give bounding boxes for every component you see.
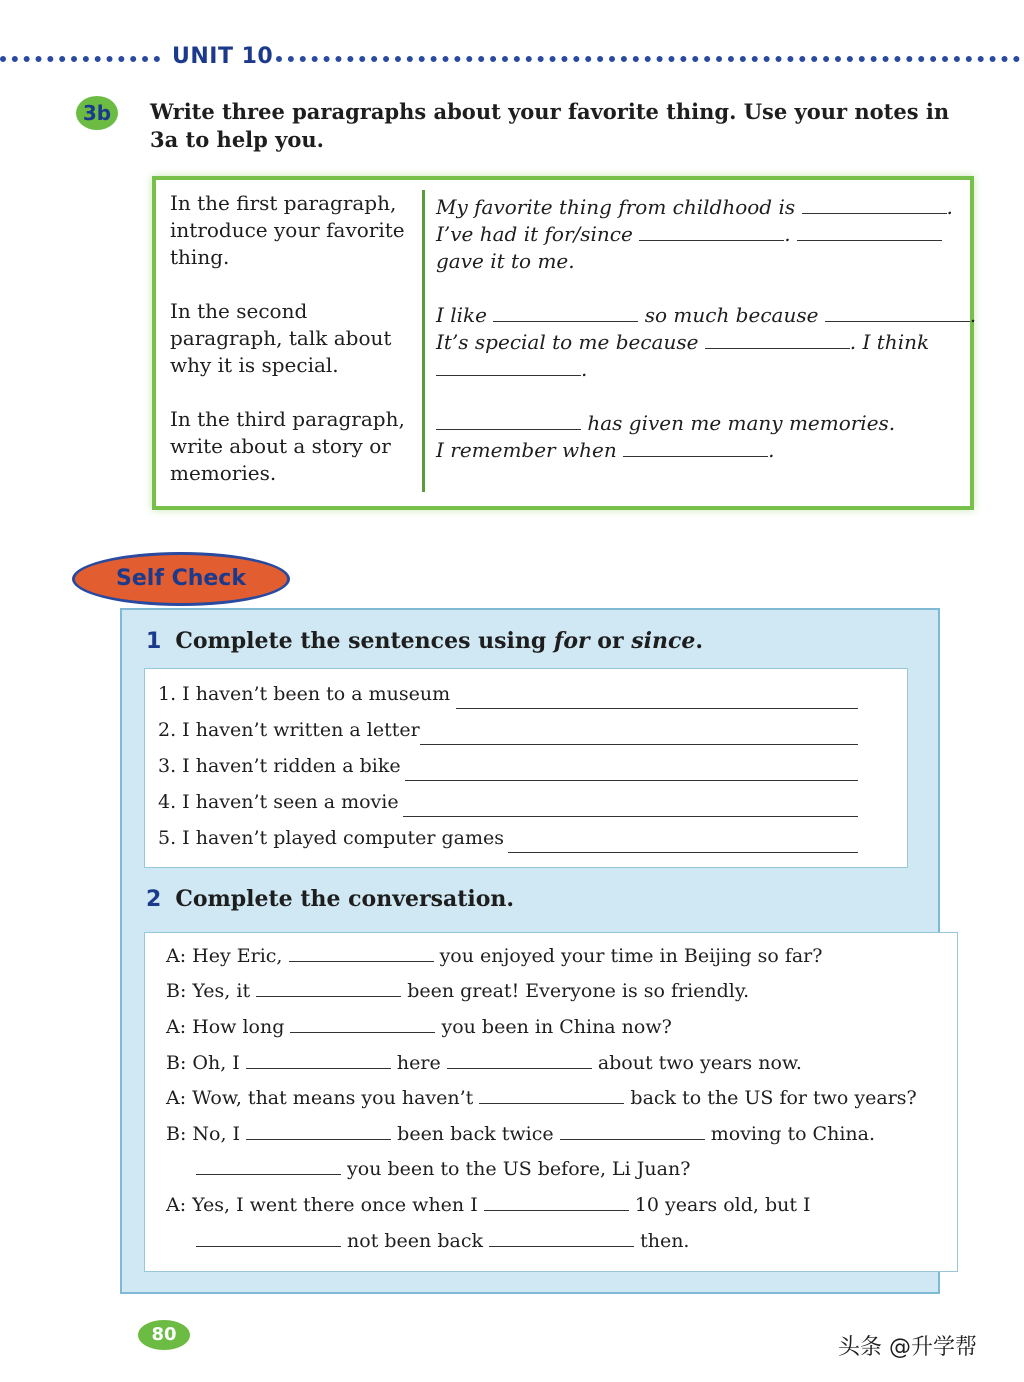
section-1-heading: 1 Complete the sentences using for or since. xyxy=(146,628,704,654)
answer-blank[interactable] xyxy=(484,1192,629,1211)
prompt-line: has given me many memories. xyxy=(436,410,895,437)
answer-blank[interactable] xyxy=(479,1085,624,1104)
unit-title: UNIT 10 xyxy=(172,44,274,69)
answer-blank[interactable] xyxy=(290,1014,435,1033)
prompt-line: My favorite thing from childhood is . xyxy=(436,195,953,219)
dialogue-line: A: Yes, I went there once when I 10 years old, but I xyxy=(166,1194,811,1216)
answer-line[interactable] xyxy=(456,708,858,709)
answer-line[interactable] xyxy=(405,780,858,781)
answer-line[interactable] xyxy=(420,744,858,745)
note-paragraph-1: In the first paragraph, introduce your favorite thing. xyxy=(170,191,405,269)
answer-blank[interactable] xyxy=(560,1121,705,1140)
answer-blank[interactable] xyxy=(436,357,581,376)
page-number: 80 xyxy=(138,1320,190,1350)
answer-blank[interactable] xyxy=(802,195,947,214)
answer-blank[interactable] xyxy=(797,222,942,241)
answer-blank[interactable] xyxy=(493,303,638,322)
header-dots-right xyxy=(276,56,1020,62)
prompt-line: I remember when . xyxy=(436,438,775,462)
sentence-item: 5. I haven’t played computer games xyxy=(158,827,504,849)
dialogue-line: A: How long you been in China now? xyxy=(166,1016,672,1038)
dialogue-line: A: Hey Eric, you enjoyed your time in Beijing so far? xyxy=(166,945,823,967)
sentence-item: 3. I haven’t ridden a bike xyxy=(158,755,401,777)
answer-blank[interactable] xyxy=(246,1121,391,1140)
prompt-line: I like so much because . xyxy=(436,303,977,327)
sentence-item: 2. I haven’t written a letter xyxy=(158,719,420,741)
dialogue-line: you been to the US before, Li Juan? xyxy=(196,1156,690,1180)
self-check-label: Self Check xyxy=(72,552,290,606)
sentence-item: 4. I haven’t seen a movie xyxy=(158,791,399,813)
answer-blank[interactable] xyxy=(256,978,401,997)
sentence-item: 1. I haven’t been to a museum xyxy=(158,683,451,705)
note-paragraph-2: In the second paragraph, talk about why it is special. xyxy=(170,299,392,377)
answer-blank[interactable] xyxy=(623,438,768,457)
prompt-line: It’s special to me because . I think xyxy=(436,330,930,354)
prompt-line: . xyxy=(436,356,587,383)
answer-blank[interactable] xyxy=(289,943,434,962)
answer-line[interactable] xyxy=(508,852,858,853)
section-2-heading: 2 Complete the conversation. xyxy=(146,886,515,912)
notes-divider xyxy=(422,190,425,492)
header-dots-left xyxy=(0,56,160,62)
task-badge-3b: 3b xyxy=(76,96,118,130)
dialogue-line: B: Yes, it been great! Everyone is so friendly. xyxy=(166,980,750,1002)
dialogue-line: A: Wow, that means you haven’t back to the US for two years? xyxy=(166,1087,917,1109)
answer-blank[interactable] xyxy=(196,1228,341,1247)
answer-blank[interactable] xyxy=(436,411,581,430)
task-instruction: Write three paragraphs about your favorite thing. Use your notes in 3a to help you. xyxy=(150,99,950,152)
note-paragraph-3: In the third paragraph, write about a story or memories. xyxy=(170,407,405,485)
answer-blank[interactable] xyxy=(246,1050,391,1069)
answer-blank[interactable] xyxy=(196,1156,341,1175)
answer-blank[interactable] xyxy=(447,1050,592,1069)
prompt-line: gave it to me. xyxy=(436,249,575,273)
dialogue-line: B: No, I been back twice moving to China. xyxy=(166,1123,876,1145)
prompt-line: I’ve had it for/since . xyxy=(436,221,942,248)
dialogue-line: B: Oh, I here about two years now. xyxy=(166,1052,802,1074)
answer-line[interactable] xyxy=(403,816,858,817)
answer-blank[interactable] xyxy=(825,303,970,322)
watermark: 头条 @升学帮 xyxy=(838,1335,977,1360)
dialogue-line: not been back then. xyxy=(196,1228,689,1252)
answer-blank[interactable] xyxy=(639,222,784,241)
answer-blank[interactable] xyxy=(705,330,850,349)
answer-blank[interactable] xyxy=(489,1228,634,1247)
